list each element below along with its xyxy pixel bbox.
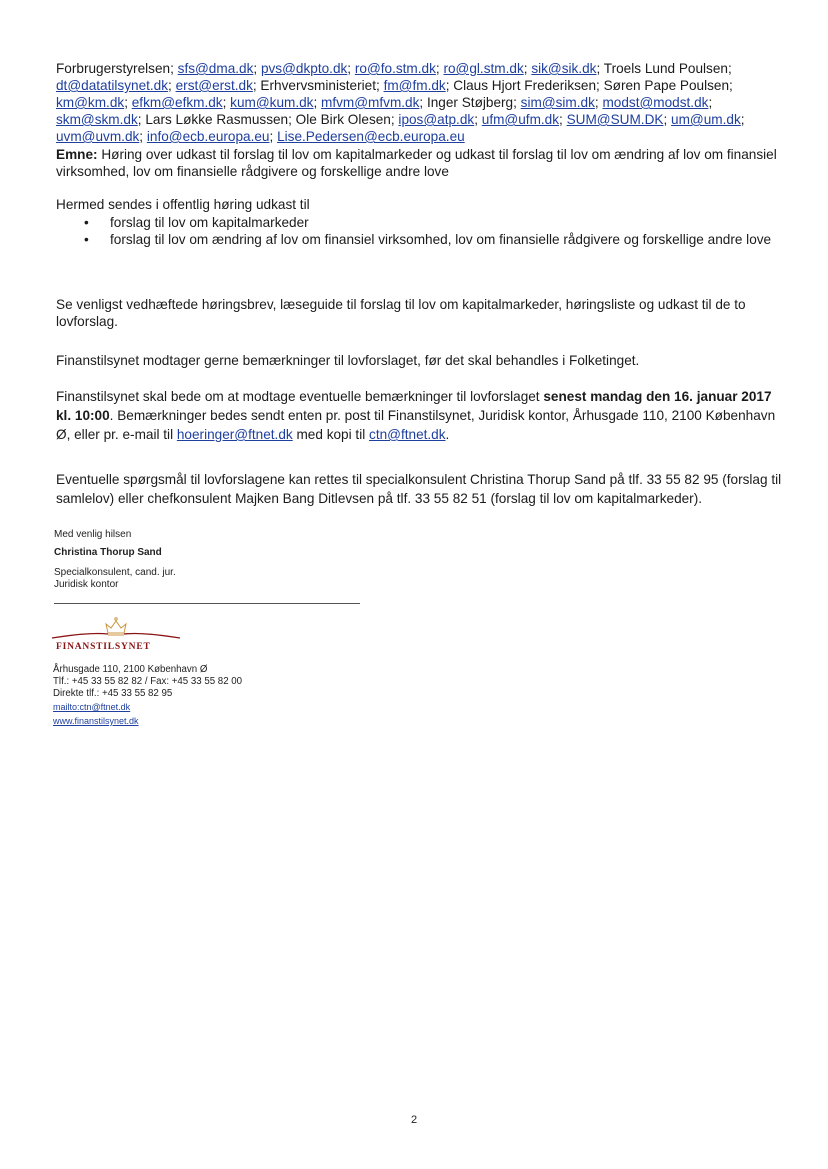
- subject-label: Emne:: [56, 147, 98, 162]
- direct-phone-line: Direkte tlf.: +45 33 55 82 95: [53, 688, 173, 699]
- recipient-text: ; Inger Støjberg;: [419, 95, 521, 110]
- recipient-email-link[interactable]: um@um.dk: [671, 112, 741, 127]
- recipient-email-link[interactable]: erst@erst.dk: [175, 78, 253, 93]
- recipient-email-link[interactable]: skm@skm.dk: [56, 112, 138, 127]
- recipient-text: ;: [168, 78, 176, 93]
- deadline-text-b: . Bemærkninger bedes sendt enten pr. post til Finanstilsynet, Juridisk kontor, Århusgade 110, 2100 København Ø, eller pr. e-mail til: [56, 408, 776, 442]
- recipient-text: ;: [139, 129, 147, 144]
- website-link[interactable]: www.finanstilsynet.dk: [53, 716, 139, 726]
- signature-divider: [54, 603, 360, 604]
- recipient-email-link[interactable]: info@ecb.europa.eu: [146, 129, 270, 144]
- recipient-text: ;: [124, 95, 132, 110]
- recipient-text: ;: [474, 112, 482, 127]
- recipient-text: ;: [663, 112, 672, 127]
- recipient-email-link[interactable]: sik@sik.dk: [531, 61, 597, 76]
- signature-department: Juridisk kontor: [54, 579, 119, 590]
- recipient-email-link[interactable]: ro@gl.stm.dk: [443, 61, 524, 76]
- recipient-text: ;: [313, 95, 322, 110]
- questions-paragraph: Eventuelle spørgsmål til lovforslagene kan rettes til specialkonsulent Christina Thorup Sand på tlf. 33 55 82 95 (forslag til samlelov) eller chefkonsulent Majken Bang Ditlevsen på tlf. 33 55 82 51 (forslag til lov om kapitalmarkeder).: [56, 472, 782, 506]
- recipient-text: ;: [708, 95, 713, 110]
- page-number: 2: [410, 1114, 418, 1126]
- attachments-paragraph: Se venligst vedhæftede høringsbrev, læseguide til forslag til lov om kapitalmarkeder, høringsliste og udkast til de to lovforslag.: [56, 297, 746, 329]
- recipient-email-link[interactable]: pvs@dkpto.dk: [260, 61, 348, 76]
- recipient-text: ;: [523, 61, 532, 76]
- deadline-date: senest mandag den 16. januar 2017 kl. 10:00: [56, 389, 772, 423]
- deadline-paragraph: [56, 387, 786, 444]
- recipient-email-link[interactable]: sfs@dma.dk: [177, 61, 254, 76]
- recipient-email-link[interactable]: mfvm@mfvm.dk: [321, 95, 420, 110]
- recipient-email-link[interactable]: sim@sim.dk: [520, 95, 595, 110]
- list-item: • forslag til lov om kapitalmarkeder: [80, 214, 780, 231]
- recipient-email-link[interactable]: SUM@SUM.DK: [566, 112, 664, 127]
- recipient-text: ;: [222, 95, 231, 110]
- recipient-email-link[interactable]: dt@datatilsynet.dk: [56, 78, 169, 93]
- recipient-text: ;: [594, 95, 603, 110]
- recipient-email-link[interactable]: Lise.Pedersen@ecb.europa.eu: [277, 129, 465, 144]
- email-subject: [56, 146, 786, 180]
- recipient-text: ; Lars Løkke Rasmussen; Ole Birk Olesen;: [137, 112, 399, 127]
- recipient-line: [56, 94, 786, 111]
- signature-name: Christina Thorup Sand: [54, 547, 162, 558]
- recipient-line: [56, 111, 786, 128]
- recipient-email-link[interactable]: ufm@ufm.dk: [481, 112, 560, 127]
- recipient-text: Forbrugerstyrelsen;: [56, 61, 178, 76]
- deadline-text-c: med kopi til: [292, 427, 370, 442]
- recipient-text: ; Troels Lund Poulsen;: [596, 61, 732, 76]
- recipient-email-link[interactable]: efkm@efkm.dk: [131, 95, 223, 110]
- recipient-line: [56, 77, 786, 94]
- comments-paragraph: Finanstilsynet modtager gerne bemærkninger til lovforslaget, før det skal behandles i Folketinget.: [56, 353, 640, 368]
- recipient-email-link[interactable]: kum@kum.dk: [230, 95, 314, 110]
- subject-text: Høring over udkast til forslag til lov om kapitalmarkeder og udkast til forslag til lov om ændring af lov om finansiel virksomhed, lov om finansielle rådgivere og forskellige andre love: [56, 147, 777, 179]
- recipient-text: ;: [347, 61, 355, 76]
- signature-greeting: Med venlig hilsen: [54, 529, 132, 540]
- phone-line: Tlf.: +45 33 55 82 82 / Fax: +45 33 55 82 00: [53, 676, 243, 687]
- recipient-email-link[interactable]: modst@modst.dk: [602, 95, 709, 110]
- recipient-list: [56, 60, 786, 145]
- recipient-text: ;: [253, 61, 261, 76]
- recipient-line: [56, 128, 786, 145]
- recipient-text: ;: [559, 112, 567, 127]
- mailto-link[interactable]: mailto:ctn@ftnet.dk: [53, 702, 131, 712]
- ctn-email-link[interactable]: ctn@ftnet.dk: [369, 427, 446, 442]
- intro-text: Hermed sendes i offentlig høring udkast til: [56, 197, 310, 212]
- recipient-email-link[interactable]: uvm@uvm.dk: [56, 129, 140, 144]
- recipient-text: ;: [435, 61, 444, 76]
- recipient-email-link[interactable]: km@km.dk: [56, 95, 125, 110]
- deadline-text-d: .: [445, 427, 450, 442]
- draft-list: [80, 214, 780, 248]
- recipient-email-link[interactable]: ipos@atp.dk: [398, 112, 475, 127]
- address-line: Århusgade 110, 2100 København Ø: [53, 664, 208, 675]
- hoeringer-email-link[interactable]: hoeringer@ftnet.dk: [176, 427, 293, 442]
- deadline-text-a: Finanstilsynet skal bede om at modtage eventuelle bemærkninger til lovforslaget: [56, 389, 544, 404]
- recipient-email-link[interactable]: fm@fm.dk: [383, 78, 446, 93]
- logo-wordmark: FINANSTILSYNET: [56, 642, 151, 652]
- recipient-text: ;: [269, 129, 278, 144]
- recipient-email-link[interactable]: ro@fo.stm.dk: [354, 61, 436, 76]
- recipient-text: ; Claus Hjort Frederiksen; Søren Pape Poulsen;: [445, 78, 733, 93]
- recipient-text: ; Erhvervsministeriet;: [252, 78, 384, 93]
- signature-title: Specialkonsulent, cand. jur.: [54, 567, 176, 578]
- recipient-line: [56, 60, 786, 77]
- list-item: • forslag til lov om ændring af lov om finansiel virksomhed, lov om finansielle rådgivere og forskellige andre love: [80, 231, 780, 248]
- recipient-text: ;: [740, 112, 745, 127]
